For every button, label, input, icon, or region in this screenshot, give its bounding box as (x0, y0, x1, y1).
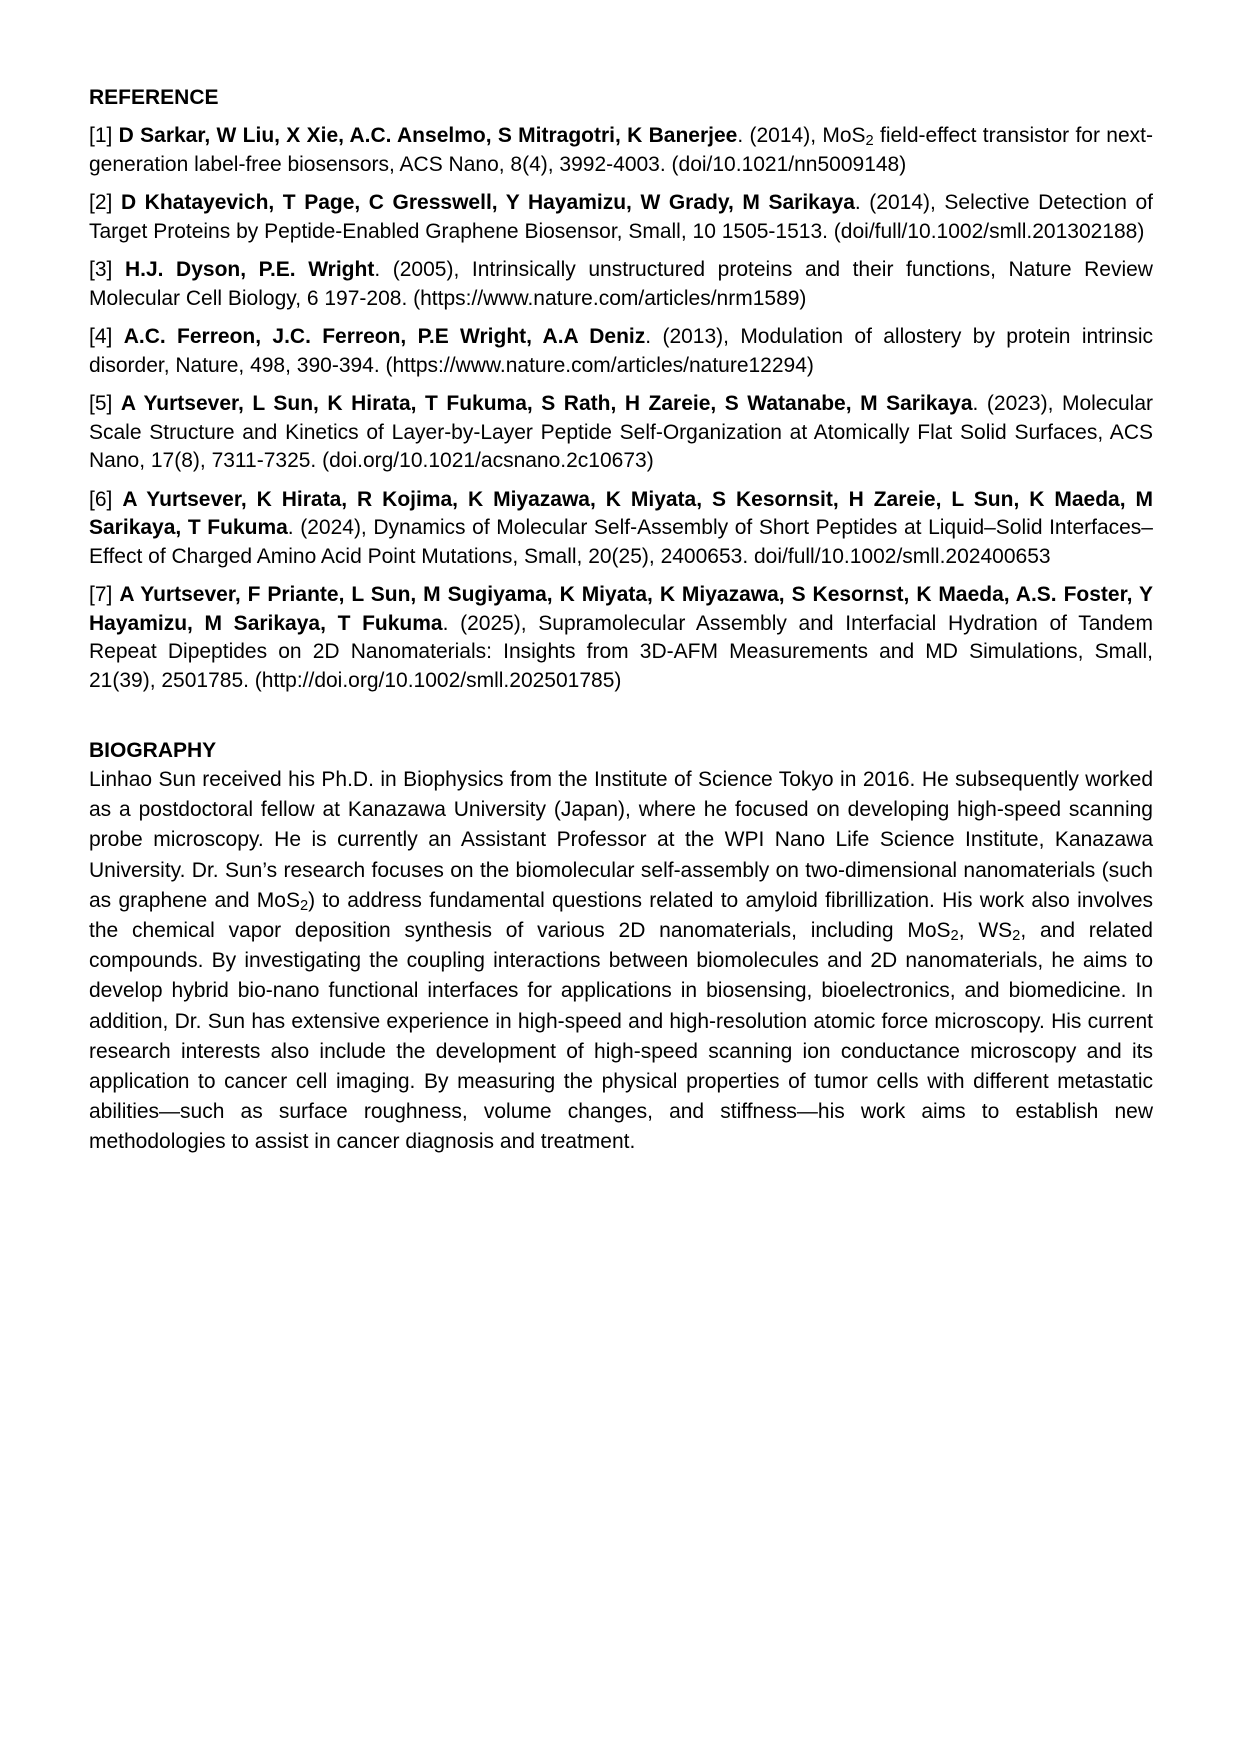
reference-number: [6] (89, 487, 113, 511)
reference-text: field-effect transistor for next-generation label-free biosensors, ACS Nano, 8(4), 3992-4003. (doi/10.1021/nn5009148) (89, 124, 1153, 176)
biography-paragraph (89, 765, 1153, 1158)
reference-item-6 (89, 486, 1153, 572)
biography-text: , WS (958, 919, 1013, 943)
reference-item-2 (89, 189, 1153, 246)
reference-heading: REFERENCE (89, 86, 219, 109)
reference-text: . (2025), Supramolecular Assembly and Interfacial Hydration of Tandem Repeat Dipeptides on 2D Nanomaterials: Insights from 3D-AFM Measurements and MD Simulations, Small, 21(39), 2501785. (http://doi.org/10.1002/smll.202501785) (89, 611, 1153, 692)
biography-text: , and related compounds. By investigating the coupling interactions between biomolecules and 2D nanomaterials, he aims to develop hybrid bio-nano functional interfaces for applications in biosensing, bioelectronics, and biomedicine. In addition, Dr. Sun has extensive experience in high-speed and high-resolution atomic force microscopy. His current research interests also include the development of high-speed scanning ion conductance microscopy and its application to cancer cell imaging. By measuring the physical properties of tumor cells with different metastatic abilities—such as surface roughness, volume changes, and stiffness—his work aims to establish new methodologies to assist in cancer diagnosis and treatment. (89, 919, 1153, 1154)
reference-text: . (2024), Dynamics of Molecular Self-Assembly of Short Peptides at Liquid–Solid Interfaces–Effect of Charged Amino Acid Point Mutations, Small, 20(25), 2400653. doi/full/10.1002/smll.202400653 (89, 516, 1153, 568)
reference-text: . (2023), Molecular Scale Structure and Kinetics of Layer-by-Layer Peptide Self-Organization at Atomically Flat Solid Surfaces, ACS Nano, 17(8), 7311-7325. (doi.org/10.1021/acsnano.2c10673) (89, 392, 1154, 472)
biography-subscript: 2 (299, 897, 309, 914)
reference-number: [4] (89, 325, 113, 348)
reference-item-5 (89, 390, 1153, 476)
reference-number: [3] (89, 258, 113, 281)
reference-authors: A Yurtsever, F Priante, L Sun, M Sugiyama, K Miyata, K Miyazawa, S Kesornst, K Maeda, A.S. Foster, Y Hayamizu, M Sarikaya, T Fukuma (89, 583, 1153, 635)
reference-number: [1] (89, 124, 113, 147)
biography-text: Linhao Sun received his Ph.D. in Biophysics from the Institute of Science Tokyo in 2016. He subsequently worked as a postdoctoral fellow at Kanazawa University (Japan), where he focused on developing high-speed scanning probe microscopy. He is currently an Assistant Professor at the WPI Nano Life Science Institute, Kanazawa University. Dr. Sun’s research focuses on the biomolecular self-assembly on two-dimensional nanomaterials (such as graphene and MoS (89, 768, 1153, 912)
biography-heading: BIOGRAPHY (89, 739, 217, 762)
reference-number: [2] (89, 191, 113, 214)
reference-item-3 (89, 256, 1153, 313)
page-content (89, 84, 1153, 1158)
biography-subscript: 2 (1012, 927, 1021, 944)
reference-text: . (2014), MoS (737, 124, 866, 147)
reference-number: [7] (89, 583, 113, 606)
reference-subscript: 2 (865, 132, 874, 149)
biography-text: ) to address fundamental questions related to amyloid fibrillization. His work also involves the chemical vapor deposition synthesis of various 2D nanomaterials, including MoS (89, 888, 1154, 943)
reference-item-1 (89, 122, 1153, 179)
reference-item-7 (89, 581, 1153, 695)
reference-text: . (2013), Modulation of allostery by protein intrinsic disorder, Nature, 498, 390-394. (https://www.nature.com/articles/nature12294) (89, 325, 1153, 377)
reference-authors: H.J. Dyson, P.E. Wright (124, 258, 375, 281)
reference-authors: D Sarkar, W Liu, X Xie, A.C. Anselmo, S Mitragotri, K Banerjee (118, 124, 738, 147)
reference-list (89, 122, 1153, 695)
biography-subscript: 2 (950, 927, 959, 944)
reference-authors: A Yurtsever, L Sun, K Hirata, T Fukuma, S Rath, H Zareie, S Watanabe, M Sarikaya (120, 392, 973, 415)
reference-number: [5] (89, 392, 113, 415)
reference-text: . (2005), Intrinsically unstructured proteins and their functions, Nature Review Molecular Cell Biology, 6 197-208. (https://www.nature.com/articles/nrm1589) (89, 258, 1153, 310)
reference-text: . (2014), Selective Detection of Target Proteins by Peptide-Enabled Graphene Biosensor, Small, 10 1505-1513. (doi/full/10.1002/smll.201302188) (89, 191, 1153, 243)
reference-authors: D Khatayevich, T Page, C Gresswell, Y Hayamizu, W Grady, M Sarikaya (120, 191, 855, 214)
reference-item-4 (89, 323, 1153, 380)
reference-authors: A.C. Ferreon, J.C. Ferreon, P.E Wright, A.A Deniz (123, 325, 646, 348)
reference-authors: A Yurtsever, K Hirata, R Kojima, K Miyazawa, K Miyata, S Kesornsit, H Zareie, L Sun, K Maeda, M Sarikaya, T Fukuma (89, 487, 1153, 539)
